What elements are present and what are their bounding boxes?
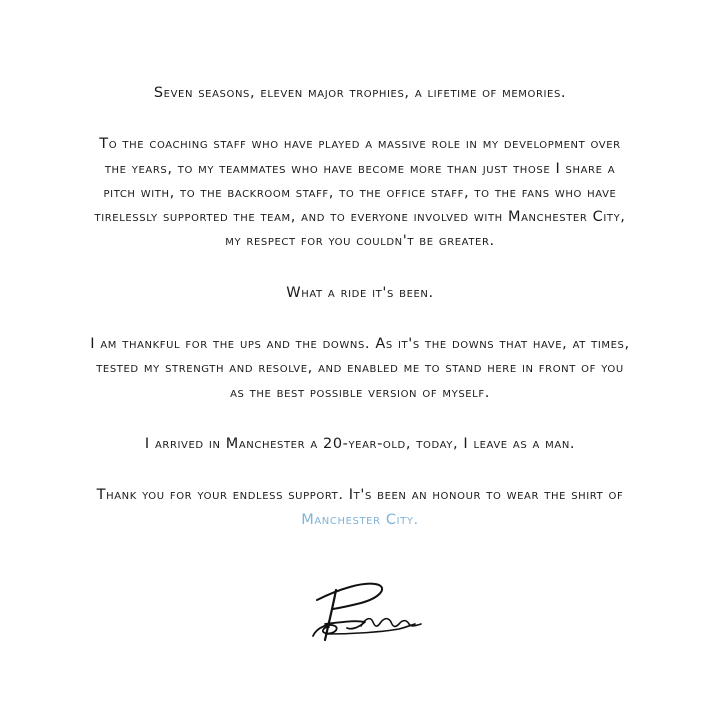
farewell-letter: [0, 81, 720, 559]
paragraph-thanks-staff: [0, 132, 720, 253]
text-line: What a ride it's been.: [286, 284, 434, 301]
paragraph-ups-downs: [0, 332, 720, 405]
text-line: Seven seasons, eleven major trophies, a lifetime of memories.: [153, 85, 567, 101]
paragraph-ride: [0, 281, 720, 305]
text-line: as the best possible version of myself.: [230, 384, 490, 401]
text-line: tirelessly supported the team, and to everyone involved with Manchester City,: [94, 209, 626, 226]
text-line: Thank you for your endless support. It's been an honour to wear the shirt of: [96, 487, 624, 504]
paragraph-opening: [0, 81, 720, 105]
text-line: tested my strength and resolve, and enabled me to stand here in front of you: [96, 360, 624, 377]
text-line: my respect for you couldn't be greater.: [225, 233, 495, 250]
paragraph-closing: [0, 483, 720, 532]
paragraph-arrived: [0, 432, 720, 456]
text-line: the years, to my teammates who have become more than just those I share a: [104, 160, 616, 177]
text-line: I am thankful for the ups and the downs. As it's the downs that have, at times,: [90, 336, 630, 353]
text-line: I arrived in Manchester a 20-year-old, today, I leave as a man.: [144, 435, 576, 452]
text-line: To the coaching staff who have played a massive role in my development over: [99, 136, 621, 153]
manchester-city-accent-text: Manchester City.: [301, 511, 419, 528]
text-line: pitch with, to the backroom staff, to the office staff, to the fans who have: [103, 184, 617, 201]
handwritten-signature-icon: [303, 572, 443, 652]
